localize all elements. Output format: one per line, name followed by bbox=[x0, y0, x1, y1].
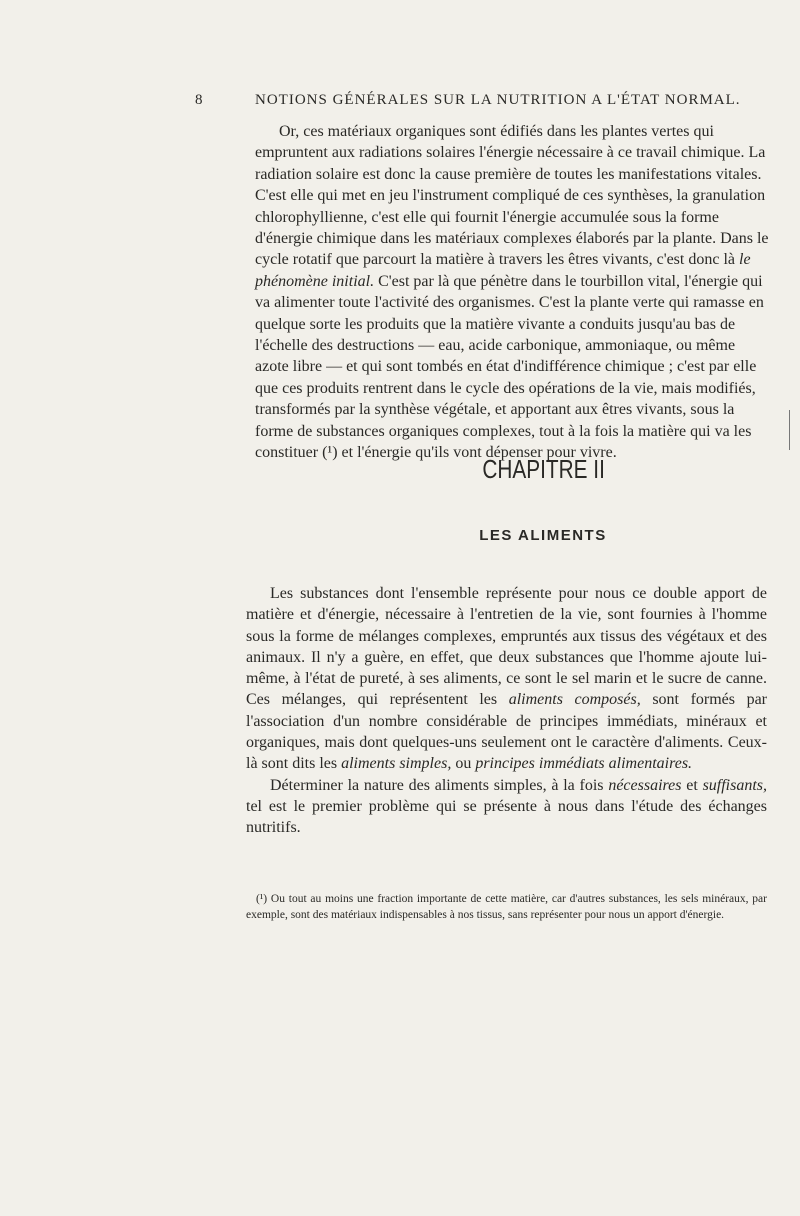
paragraph-2-em3: principes immédiats alimentaires. bbox=[475, 755, 693, 773]
paragraph-1-emphasis: le phénomène initial. bbox=[255, 251, 751, 290]
paragraph-1-text: Or, ces matériaux organiques sont édifiés dans les plantes vertes qui empruntent aux radiations solaires l'énergie nécessaire à ce travail chimique. La radiation solaire est donc la cause première de toutes les manifestations vitales. C'est elle qui met en jeu l'instrument compliqué de ces synthèses, la granulation chlorophyllienne, c'est elle qui fournit l'énergie accumulée sous la forme d'énergie chimique dans les matériaux complexes élaborés par la plante. Dans le cycle rotatif que parcourt la matière à travers les êtres vivants, c'est donc là bbox=[255, 123, 769, 269]
chapter-body bbox=[246, 583, 767, 839]
paragraph-3-em1: nécessaires bbox=[608, 776, 682, 794]
chapter-title-text: CHAPITRE II bbox=[482, 454, 605, 484]
section-title bbox=[0, 527, 800, 544]
paragraph-2-a: Les substances dont l'ensemble représente pour nous ce double apport de matière et d'énergie, nécessaire à l'entretien de la vie, sont fournies à l'homme sous la forme de mélanges complexes, empruntés aux tissus des végétaux et des animaux. Il n'y a guère, en effet, que deux substances que l'homme ajoute lui-même, à l'état de pureté, à ses aliments, ce sont le sel marin et le sucre de canne. Ces mélanges, qui représentent les bbox=[246, 585, 767, 709]
footnote-text: (¹) Ou tout au moins une fraction importante de cette matière, car d'autres substances, les sels minéraux, par exemple, sont des matériaux indispensables à nos tissus, sans représenter pour nous un apport d'énergie. bbox=[246, 893, 767, 921]
page-number: 8 bbox=[195, 92, 204, 108]
paragraph-3-c: tel est le premier problème qui se présente à nous dans l'étude des échanges nutritifs. bbox=[246, 797, 767, 837]
section-title-text: LES ALIMENTS bbox=[479, 527, 607, 544]
chapter-title bbox=[109, 454, 749, 485]
paragraph-3-em2: suffisants, bbox=[702, 776, 768, 794]
paragraph-3-b: et bbox=[686, 776, 698, 794]
footnote bbox=[246, 891, 767, 923]
paragraph-3-a: Déterminer la nature des aliments simples, à la fois bbox=[270, 776, 604, 794]
paragraph-2-c: ou bbox=[455, 755, 472, 773]
paragraph-1-rest: C'est par là que pénètre dans le tourbillon vital, l'énergie qui va alimenter toute l'activité des organismes. C'est la plante verte qui ramasse en quelque sorte les produits que la matière vivante a conduits jusqu'au bas de l'échelle des destructions — eau, acide carbonique, ammoniaque, ou même azote libre — et qui sont tombés en état d'indifférence chimique ; c'est par elle que ces produits rentrent dans le cycle des opérations de la vie, mais modifiés, transformés par la synthèse végétale, et apportant aux êtres vivants, sous la forme de substances organiques complexes, tout à la fois la matière qui va les constituer (¹) et l'énergie qu'ils vont dépenser pour vivre. bbox=[255, 272, 764, 462]
paragraph-2-em2: aliments simples, bbox=[341, 755, 452, 773]
opening-paragraph bbox=[255, 121, 770, 464]
page-edge-mark bbox=[789, 410, 790, 450]
paragraph-2-b: sont formés par l'association d'un nombre considérable de principes immédiats, minéraux et organiques, mais dont quelques-uns seulement ont le caractère d'aliments. Ceux-là sont dits les bbox=[246, 691, 767, 773]
paragraph-2-em1: aliments composés, bbox=[508, 691, 641, 709]
running-title: NOTIONS GÉNÉRALES SUR LA NUTRITION A L'ÉTAT NORMAL. bbox=[255, 92, 741, 108]
